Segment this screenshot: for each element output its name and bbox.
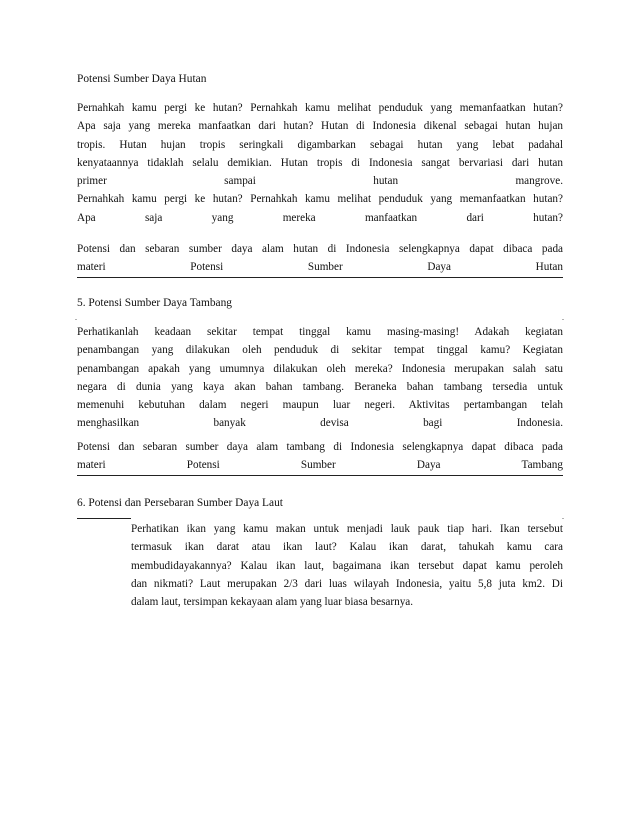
section-title-tambang: 5. Potensi Sumber Daya Tambang xyxy=(77,297,232,309)
section-title-hutan: Potensi Sumber Daya Hutan xyxy=(77,73,207,85)
text-line: dan nikmati? Laut merupakan 2/3 dari luas wilayah Indonesia, yaitu 5,8 juta km2. Di xyxy=(131,577,563,590)
paragraph-laut-intro xyxy=(131,520,563,611)
text-line: Apa saja yang mereka manfaatkan dari hutan? xyxy=(77,211,563,224)
margin-mark: . xyxy=(562,313,564,322)
section-title-laut: 6. Potensi dan Persebaran Sumber Daya Laut xyxy=(77,497,283,509)
text-line: primer sampai hutan mangrove. xyxy=(77,175,563,188)
text-line: Perhatikanlah keadaan sekitar tempat tinggal kamu masing-masing! Adakah kegiatan xyxy=(77,326,563,338)
reference-link-tambang[interactable]: materi Potensi Sumber Daya Tambang xyxy=(77,456,563,475)
paragraph-hutan-reference xyxy=(77,240,563,278)
margin-mark: . xyxy=(75,313,77,322)
text-line: Potensi dan sebaran sumber daya alam hutan di Indonesia selengkapnya dapat dibaca pada xyxy=(77,243,563,255)
reference-link-hutan[interactable]: materi Potensi Sumber Daya Hutan xyxy=(77,258,563,277)
paragraph-tambang-intro xyxy=(77,323,563,433)
text-line: tropis. Hutan hujan tropis seringkali digambarkan sebagai hutan yang lebat padahal xyxy=(77,138,563,151)
text-line: Potensi dan sebaran sumber daya alam tambang di Indonesia selengkapnya dapat dibaca pada xyxy=(77,441,563,453)
text-line: penambangan apakah yang umumnya dilakukan oleh mereka? Indonesia merupakan salah satu xyxy=(77,362,563,375)
text-line: kenyataannya tidaklah selalu demikian. Hutan tropis di Indonesia sangat bervariasi dari hutan xyxy=(77,156,563,169)
paragraph-tambang-reference xyxy=(77,438,563,476)
text-line: termasuk ikan darat atau ikan laut? Kalau ikan darat, tahukah kamu cara xyxy=(131,541,563,554)
text-line: Pernahkah kamu pergi ke hutan? Pernahkah kamu melihat penduduk yang memanfaatkan hutan? xyxy=(77,102,563,114)
paragraph-hutan-intro xyxy=(77,99,563,227)
text-line: dalam laut, tersimpan kekayaan alam yang luar biasa besarnya. xyxy=(131,596,414,609)
text-line: penambangan yang dilakukan oleh penduduk di sekitar tempat tinggal kamu? Kegiatan xyxy=(77,344,563,357)
text-line: negara di dunia yang kaya akan bahan tambang. Beraneka bahan tambang tersedia untuk xyxy=(77,380,563,393)
text-line: membudidayakannya? Kalau ikan laut, bagaimana ikan tersebut dapat kamu peroleh xyxy=(131,559,563,572)
text-line: Pernahkah kamu pergi ke hutan? Pernahkah kamu melihat penduduk yang memanfaatkan hutan? xyxy=(77,193,563,206)
text-line: memenuhi kebutuhan dalam negeri maupun luar negeri. Aktivitas pertambangan telah xyxy=(77,399,563,412)
text-line: menghasilkan banyak devisa bagi Indonesia. xyxy=(77,417,563,430)
section-divider xyxy=(77,518,131,519)
text-line: Perhatikan ikan yang kamu makan untuk menjadi lauk pauk tiap hari. Ikan tersebut xyxy=(131,523,563,535)
text-line: Apa saja yang mereka manfaatkan dari hutan? Hutan di Indonesia dikenal sebagai hutan hujan xyxy=(77,120,563,133)
margin-mark: . xyxy=(562,512,564,521)
